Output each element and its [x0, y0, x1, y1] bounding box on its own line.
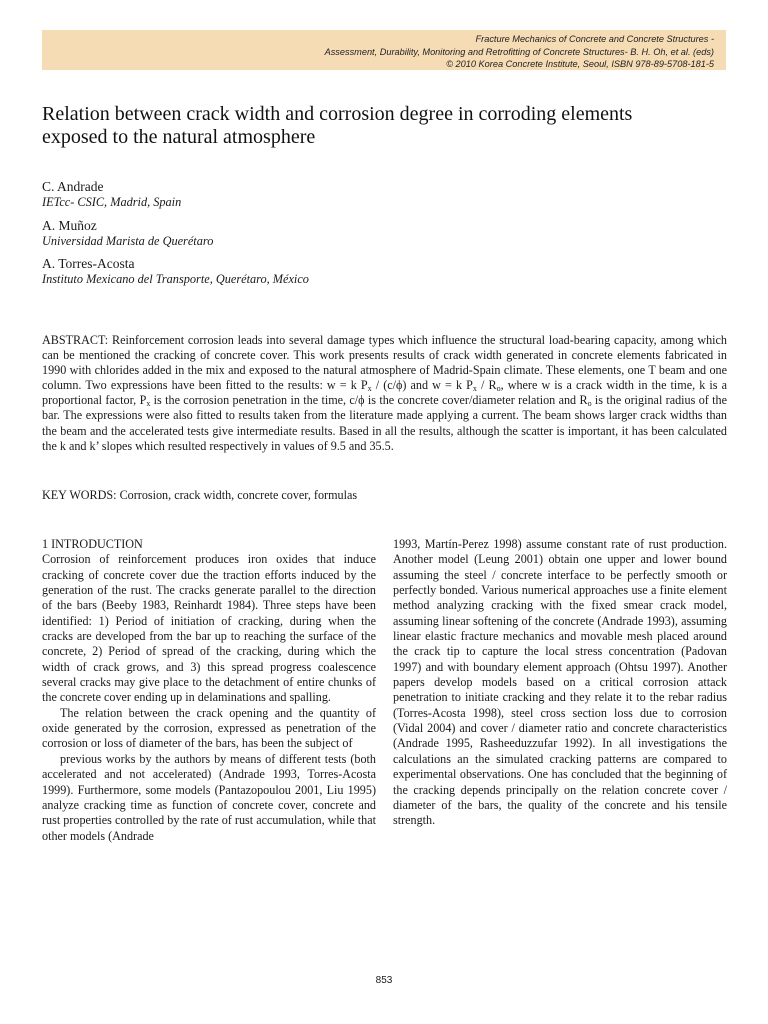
paragraph: previous works by the authors by means of different tests (both accelerated and not accelerated) (Andrade 1993, Torres-Acosta 1999). Furthermore, some models (Pantazopoulou 2001, Liu 1995) analyze cracking time as function of concrete cover, concrete and rust properties controlled by the rate of rust accumulation, while that other models (Andrade: [42, 751, 376, 843]
left-column: [42, 537, 376, 844]
paper-title: Relation between crack width and corrosion degree in corroding elements exposed to the natural atmosphere: [42, 103, 633, 148]
author-affiliation: IETcc- CSIC, Madrid, Spain: [42, 195, 182, 209]
author-block: [42, 217, 702, 249]
paragraph: 1993, Martín-Perez 1998) assume constant rate of rust production. Another model (Leung 2001) obtain one upper and lower bound assuming the steel / concrete interface to be perfectly smooth or perfectly bonded. Various numerical approaches use a finite element method analyzing cracking with the fixed smear crack model, assuming linear softening of the concrete (Andrade 1993), assuming linear elastic fracture mechanics and movable mesh placed around the crack tip to capture the local stress concentration (Padovan 1997) and with boundary element approach (Ohtsu 1997). Another papers develop models based on a critical corrosion attack penetration to initiate cracking and they relate it to the rebar radius (Torres-Acosta 1998), steel cross section loss due to corrosion (Vidal 2004) and cover / diameter ratio and concrete characteristics (Andrade 1995, Rasheeduzzufar 1992). In all investigations the calculations an the simulated cracking patterns are compared to experimental observations. One has concluded that the beginning of the cracking depends principally on the relation concrete cover / diameter of the bars, the quality of the concrete and his tensile strength.: [393, 537, 727, 828]
author-list: [42, 178, 702, 294]
page-number: 853: [375, 975, 393, 986]
header-line-2: Assessment, Durability, Monitoring and Retrofitting of Concrete Structures- B. H. Oh, et al. (eds): [324, 46, 714, 57]
proceedings-header: [42, 30, 726, 70]
header-line-3: © 2010 Korea Concrete Institute, Seoul, ISBN 978-89-5708-181-5: [446, 59, 714, 70]
paragraph: Corrosion of reinforcement produces iron oxides that induce cracking of concrete cover due the traction efforts induced by the generation of the rust. The cracks generate parallel to the direction of the bars (Beeby 1983, Reinhardt 1984). Three steps have been identified: 1) Period of initiation of cracking, during when the cracks are developed from the bar up to reaching the surface of the concrete, 2) Period of spread of the cracking, during which the width of crack grows, and 3) this spread progress coalescence several cracks may give place to the detachment of entire chunks of the concrete cover ending up in delaminations and spalling.: [42, 552, 376, 705]
abstract-text: ABSTRACT: Reinforcement corrosion leads into several damage types which influence the structural load-bearing capacity, among which can be mentioned the cracking of concrete cover. This work presents results of crack width generated in concrete elements fabricated in 1990 with chlorides added in the mix and exposed to the natural atmosphere of Madrid-Spain climate. These elements, one T beam and one column. Two expressions have been fitted to the results: w = k P: [42, 333, 727, 393]
subscript: o: [587, 399, 592, 409]
subscript: o: [496, 384, 501, 394]
header-line-1: Fracture Mechanics of Concrete and Concrete Structures -: [475, 34, 714, 44]
author-affiliation: Universidad Marista de Querétaro: [42, 233, 214, 248]
keywords: KEY WORDS: Corrosion, crack width, concrete cover, formulas: [42, 488, 358, 502]
abstract-text: is the corrosion penetration in the time, c/ϕ is the concrete cover/diameter relation and R: [150, 393, 588, 408]
paragraph: The relation between the crack opening and the quantity of oxide generated by the corrosion, expressed as penetration of the corrosion or loss of diameter of the bars, has been the subject of: [42, 705, 376, 751]
right-column: [393, 537, 727, 829]
author-affiliation: Instituto Mexicano del Transporte, Querétaro, México: [42, 272, 309, 286]
author-name: A. Torres-Acosta: [42, 256, 135, 271]
abstract: [42, 333, 727, 454]
author-block: [42, 178, 702, 210]
abstract-text: is the original radius of the bar. The expressions were also fitted to results taken from the literature made applying a current. The beam shows larger crack widths than the beam and the accelerated tests give intermediate results. Based in all the results, although the scatter is important, it has been calculated the k and k’ slopes which resulted respectively in values of 9.5 and 35.5.: [42, 393, 727, 453]
abstract-text: / R: [476, 378, 497, 393]
abstract-text: / (c/ϕ) and w = k P: [371, 378, 473, 393]
subscript: x: [472, 384, 477, 394]
subscript: x: [146, 399, 151, 409]
section-heading: 1 INTRODUCTION: [42, 537, 143, 551]
author-block: [42, 255, 702, 287]
author-name: C. Andrade: [42, 179, 104, 194]
abstract-text: , where w is a crack width in the time, k is a proportional factor, P: [42, 378, 728, 408]
subscript: x: [367, 384, 372, 394]
author-name: A. Muñoz: [42, 217, 97, 233]
